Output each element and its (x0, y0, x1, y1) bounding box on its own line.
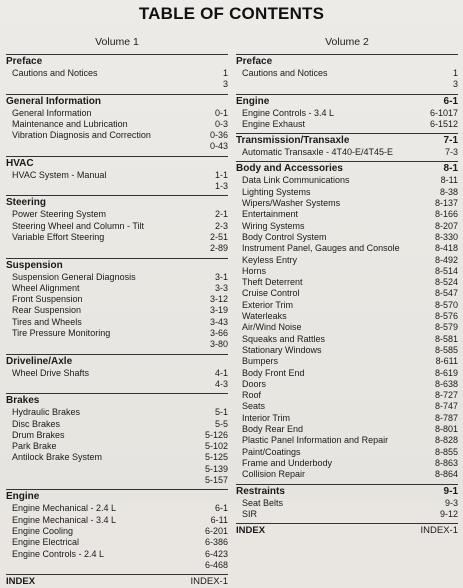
volume-2-column (236, 36, 458, 537)
section-heading[interactable] (236, 163, 458, 175)
section-title: Engine (236, 95, 270, 107)
entry-page-number: 8-38 (439, 186, 458, 197)
entry-title: Engine Mechanical - 3.4 L (12, 514, 117, 525)
entry-title: Seats (242, 401, 266, 412)
entry-title: Engine Electrical (12, 537, 80, 548)
entry-page-number: 8-137 (434, 198, 458, 209)
section-heading[interactable] (236, 56, 458, 68)
entry-page-number: 7-3 (444, 147, 458, 158)
entry-page-number: 5-102 (204, 441, 228, 452)
entry-title: Bumpers (242, 356, 279, 367)
entry-title: Interior Trim (242, 412, 291, 423)
entry-page-number: 8-579 (434, 322, 458, 333)
entry-page-number: 8-747 (434, 401, 458, 412)
entry-page-number: 1-1 (214, 169, 228, 180)
entry-page-number: 6-1 (214, 503, 228, 514)
entry-title: Hydraulic Brakes (12, 407, 81, 418)
toc-entry[interactable] (236, 266, 458, 277)
toc-entry[interactable] (236, 424, 458, 435)
section-page-number: 7-1 (443, 135, 458, 147)
toc-section (236, 94, 458, 131)
entry-page-number: 3-12 (209, 294, 228, 305)
index-page-number: INDEX-1 (190, 576, 228, 588)
toc-entry[interactable] (6, 515, 228, 526)
entry-title: Power Steering System (12, 209, 107, 220)
entry-title: Air/Wind Noise (242, 322, 302, 333)
toc-entry[interactable] (6, 339, 228, 350)
entry-title: Engine Controls - 2.4 L (12, 548, 105, 559)
toc-entry[interactable] (6, 209, 228, 220)
toc-entry[interactable] (236, 147, 458, 158)
entry-page-number: 8-418 (434, 243, 458, 254)
entry-page-number: 5-157 (204, 475, 228, 486)
entry-page-number: 2-89 (209, 243, 228, 254)
entry-page-number: 8-547 (434, 288, 458, 299)
entry-title: Drum Brakes (12, 429, 65, 440)
entry-page-number: 8-585 (434, 344, 458, 355)
section-heading[interactable] (6, 56, 228, 68)
entry-page-number: 0-3 (214, 118, 228, 129)
entry-title: General Information (12, 107, 92, 118)
entry-title: Cautions and Notices (12, 68, 98, 78)
entry-title: Engine Controls - 3.4 L (242, 107, 335, 118)
entry-title: HVAC System - Manual (12, 169, 107, 180)
toc-entry[interactable] (236, 119, 458, 130)
entry-page-number: 6-1512 (429, 118, 458, 129)
index-page-number: INDEX-1 (420, 525, 458, 537)
section-title: Restraints (236, 485, 285, 497)
toc-entry[interactable] (236, 79, 458, 90)
entry-title: Wheel Alignment (12, 282, 80, 293)
entry-page-number: 8-801 (434, 424, 458, 435)
entry-page-number: 0-1 (214, 107, 228, 118)
entry-title: Wiring Systems (242, 220, 305, 231)
entry-page-number: 5-1 (214, 407, 228, 418)
toc-entry[interactable] (236, 187, 458, 198)
entry-page-number: 3 (222, 79, 228, 90)
section-title: Preface (236, 56, 273, 67)
toc-entry[interactable] (6, 328, 228, 339)
entry-page-number: 3 (452, 79, 458, 90)
entry-title: Tire Pressure Monitoring (12, 328, 111, 339)
entry-page-number: 1 (452, 68, 458, 78)
entry-page-number: 4-1 (214, 367, 228, 378)
entry-page-number: 8-619 (434, 367, 458, 378)
entry-title: Engine Exhaust (242, 118, 306, 129)
toc-entry[interactable] (6, 294, 228, 305)
toc-entry[interactable] (6, 170, 228, 181)
entry-title: Theft Deterrent (242, 277, 303, 288)
entry-page-number: 2-1 (214, 209, 228, 220)
toc-entry[interactable] (6, 141, 228, 152)
toc-section (236, 133, 458, 158)
toc-entry[interactable] (6, 317, 228, 328)
entry-title: Plastic Panel Information and Repair (242, 435, 389, 446)
section-page-number: 6-1 (443, 95, 458, 107)
entry-title: Steering Wheel and Column - Tilt (12, 220, 145, 231)
toc-entry[interactable] (6, 305, 228, 316)
volume-title: Volume 2 (325, 36, 369, 48)
entry-title: Park Brake (12, 441, 57, 452)
index-label: INDEX (236, 525, 266, 537)
toc-section (236, 484, 458, 521)
entry-page-number: 1-3 (214, 181, 228, 192)
toc-entry[interactable] (236, 334, 458, 345)
entry-page-number: 8-330 (434, 231, 458, 242)
toc-entry[interactable] (6, 130, 228, 141)
entry-title: Wheel Drive Shafts (12, 367, 90, 378)
toc-section (6, 156, 228, 193)
entry-title: Vibration Diagnosis and Correction (12, 130, 151, 141)
toc-section (6, 489, 228, 571)
toc-entry[interactable] (236, 413, 458, 424)
entry-title: Automatic Transaxle - 4T40-E/4T45-E (242, 147, 394, 158)
toc-entry[interactable] (236, 498, 458, 509)
toc-section (6, 54, 228, 91)
entry-page-number: 8-570 (434, 299, 458, 310)
entry-page-number: 8-727 (434, 390, 458, 401)
entry-page-number: 6-1017 (429, 107, 458, 118)
section-title: Body and Accessories (236, 163, 343, 175)
toc-entry[interactable] (236, 345, 458, 356)
section-title: HVAC (6, 157, 34, 169)
toc-entry[interactable] (6, 430, 228, 441)
toc-entry[interactable] (236, 311, 458, 322)
entry-title: Antilock Brake System (12, 452, 103, 463)
section-title: Brakes (6, 395, 40, 407)
entry-page-number: 8-514 (434, 265, 458, 276)
toc-entry[interactable] (236, 209, 458, 220)
entry-title: Roof (242, 390, 262, 401)
toc-entry[interactable] (6, 79, 228, 90)
volume-title: Volume 1 (95, 36, 139, 48)
toc-entry[interactable] (236, 401, 458, 412)
toc-entry[interactable] (6, 272, 228, 283)
toc-entry[interactable] (6, 232, 228, 243)
entry-page-number: 2-51 (209, 231, 228, 242)
entry-page-number: 3-19 (209, 305, 228, 316)
section-heading[interactable] (6, 260, 228, 272)
toc-entry[interactable] (6, 549, 228, 560)
toc-entry[interactable] (6, 526, 228, 537)
entry-page-number: 8-207 (434, 220, 458, 231)
toc-entry[interactable] (6, 560, 228, 571)
entry-title: Rear Suspension (12, 305, 82, 316)
entry-title: Frame and Underbody (242, 457, 333, 468)
section-heading[interactable] (236, 135, 458, 147)
section-heading[interactable] (6, 491, 228, 503)
entry-title: Cautions and Notices (242, 68, 328, 78)
toc-entry[interactable] (236, 458, 458, 469)
volume-1-column (6, 36, 228, 588)
toc-entry[interactable] (236, 322, 458, 333)
section-title: Steering (6, 197, 47, 209)
entry-page-number: 3-66 (209, 328, 228, 339)
toc-entry[interactable] (6, 441, 228, 452)
entry-title: Variable Effort Steering (12, 231, 105, 242)
entry-title: Data Link Communications (242, 175, 350, 186)
entry-page-number: 6-468 (204, 559, 228, 570)
toc-entry[interactable] (236, 277, 458, 288)
entry-page-number: 8-576 (434, 311, 458, 322)
toc-entry[interactable] (236, 469, 458, 480)
entry-title: Body Front End (242, 367, 305, 378)
section-title: Transmission/Transaxle (236, 135, 350, 147)
toc-entry[interactable] (6, 68, 228, 79)
toc-entry[interactable] (236, 379, 458, 390)
entry-title: Wipers/Washer Systems (242, 198, 341, 209)
entry-page-number: 6-386 (204, 537, 228, 548)
toc-entry[interactable] (6, 379, 228, 390)
entry-page-number: 9-12 (439, 508, 458, 519)
index-entry[interactable] (236, 523, 458, 537)
section-title: Driveline/Axle (6, 355, 73, 367)
entry-page-number: 2-3 (214, 220, 228, 231)
toc-section (6, 195, 228, 254)
index-entry[interactable] (6, 574, 228, 588)
toc-entry[interactable] (236, 221, 458, 232)
entry-title: Body Rear End (242, 424, 304, 435)
toc-entry[interactable] (236, 390, 458, 401)
entry-page-number: 0-36 (209, 130, 228, 141)
entry-page-number: 0-43 (209, 141, 228, 152)
section-page-number: 9-1 (443, 485, 458, 497)
entry-page-number: 8-524 (434, 277, 458, 288)
toc-entry[interactable] (236, 232, 458, 243)
toc-entry[interactable] (6, 407, 228, 418)
toc-entry[interactable] (6, 503, 228, 514)
toc-entry[interactable] (236, 198, 458, 209)
toc-entry[interactable] (6, 419, 228, 430)
section-heading[interactable] (6, 356, 228, 368)
toc-section (236, 54, 458, 91)
toc-entry[interactable] (236, 368, 458, 379)
toc-entry[interactable] (6, 283, 228, 294)
entry-title: Instrument Panel, Gauges and Console (242, 243, 400, 254)
entry-page-number: 5-5 (214, 418, 228, 429)
toc-entry[interactable] (6, 537, 228, 548)
entry-title: Stationary Windows (242, 344, 322, 355)
entry-page-number: 8-166 (434, 209, 458, 220)
entry-title: Engine Cooling (12, 525, 74, 536)
toc-entry[interactable] (236, 447, 458, 458)
entry-title: Keyless Entry (242, 254, 298, 265)
entry-page-number: 5-139 (204, 463, 228, 474)
toc-entry[interactable] (6, 108, 228, 119)
toc-entry[interactable] (236, 509, 458, 520)
entry-title: Front Suspension (12, 294, 83, 305)
entry-page-number: 5-125 (204, 452, 228, 463)
entry-page-number: 5-126 (204, 429, 228, 440)
entry-page-number: 8-855 (434, 446, 458, 457)
toc-section (6, 393, 228, 486)
toc-entry[interactable] (6, 119, 228, 130)
page-title: TABLE OF CONTENTS (138, 4, 325, 23)
toc-entry[interactable] (6, 452, 228, 463)
entry-page-number: 6-11 (210, 514, 228, 525)
entry-title: Collision Repair (242, 469, 306, 480)
entry-page-number: 3-80 (209, 339, 228, 350)
entry-title: Doors (242, 378, 267, 389)
entry-title: Entertainment (242, 209, 299, 220)
entry-page-number: 3-3 (214, 282, 228, 293)
toc-entry[interactable] (236, 175, 458, 186)
entry-page-number: 3-1 (214, 271, 228, 282)
toc-section (236, 161, 458, 480)
toc-entry[interactable] (6, 475, 228, 486)
toc-entry[interactable] (236, 288, 458, 299)
entry-title: Tires and Wheels (12, 316, 82, 327)
entry-page-number: 9-3 (444, 497, 458, 508)
section-page-number: 8-1 (443, 163, 458, 175)
toc-entry[interactable] (236, 243, 458, 254)
toc-entry[interactable] (6, 464, 228, 475)
entry-title: Waterleaks (242, 311, 287, 322)
toc-entry[interactable] (6, 221, 228, 232)
toc-entry[interactable] (236, 435, 458, 446)
entry-page-number: 6-423 (204, 548, 228, 559)
section-title: Preface (6, 56, 43, 67)
toc-entry[interactable] (6, 181, 228, 192)
toc-entry[interactable] (236, 255, 458, 266)
section-title: General Information (6, 95, 102, 107)
entry-page-number: 6-201 (204, 525, 228, 536)
toc-entry[interactable] (236, 300, 458, 311)
section-heading[interactable] (6, 96, 228, 108)
entry-title: Seat Belts (242, 497, 284, 508)
entry-page-number: 8-828 (434, 435, 458, 446)
section-heading[interactable] (236, 486, 458, 498)
entry-title: Exterior Trim (242, 299, 294, 310)
toc-section (6, 258, 228, 351)
entry-page-number: 8-638 (434, 378, 458, 389)
toc-entry[interactable] (236, 68, 458, 79)
entry-title: Engine Mechanical - 2.4 L (12, 503, 117, 514)
entry-title: Cruise Control (242, 288, 300, 299)
entry-page-number: 8-11 (440, 175, 458, 186)
entry-title: Lighting Systems (242, 186, 311, 197)
entry-title: Horns (242, 265, 267, 276)
toc-entry[interactable] (6, 368, 228, 379)
section-heading[interactable] (6, 197, 228, 209)
entry-page-number: 8-787 (434, 412, 458, 423)
toc-section (6, 354, 228, 391)
toc-entry[interactable] (236, 108, 458, 119)
entry-title: Paint/Coatings (242, 446, 301, 457)
section-heading[interactable] (236, 96, 458, 108)
section-title: Engine (6, 491, 40, 503)
entry-title: Maintenance and Lubrication (12, 118, 128, 129)
index-label: INDEX (6, 576, 36, 588)
entry-page-number: 4-3 (214, 378, 228, 389)
entry-title: Squeaks and Rattles (242, 333, 326, 344)
entry-page-number: 8-864 (434, 469, 458, 480)
entry-title: Body Control System (242, 231, 327, 242)
entry-page-number: 8-611 (435, 356, 458, 367)
toc-entry[interactable] (6, 243, 228, 254)
section-title: Suspension (6, 259, 63, 271)
entry-page-number: 1 (222, 68, 228, 78)
entry-page-number: 8-863 (434, 457, 458, 468)
section-heading[interactable] (6, 158, 228, 170)
entry-title: SIR (242, 508, 258, 519)
entry-page-number: 8-581 (434, 333, 458, 344)
toc-section (6, 94, 228, 153)
entry-title: Disc Brakes (12, 418, 61, 429)
entry-title: Suspension General Diagnosis (12, 271, 136, 282)
entry-page-number: 8-492 (434, 254, 458, 265)
toc-entry[interactable] (236, 356, 458, 367)
section-heading[interactable] (6, 395, 228, 407)
entry-page-number: 3-43 (209, 316, 228, 327)
